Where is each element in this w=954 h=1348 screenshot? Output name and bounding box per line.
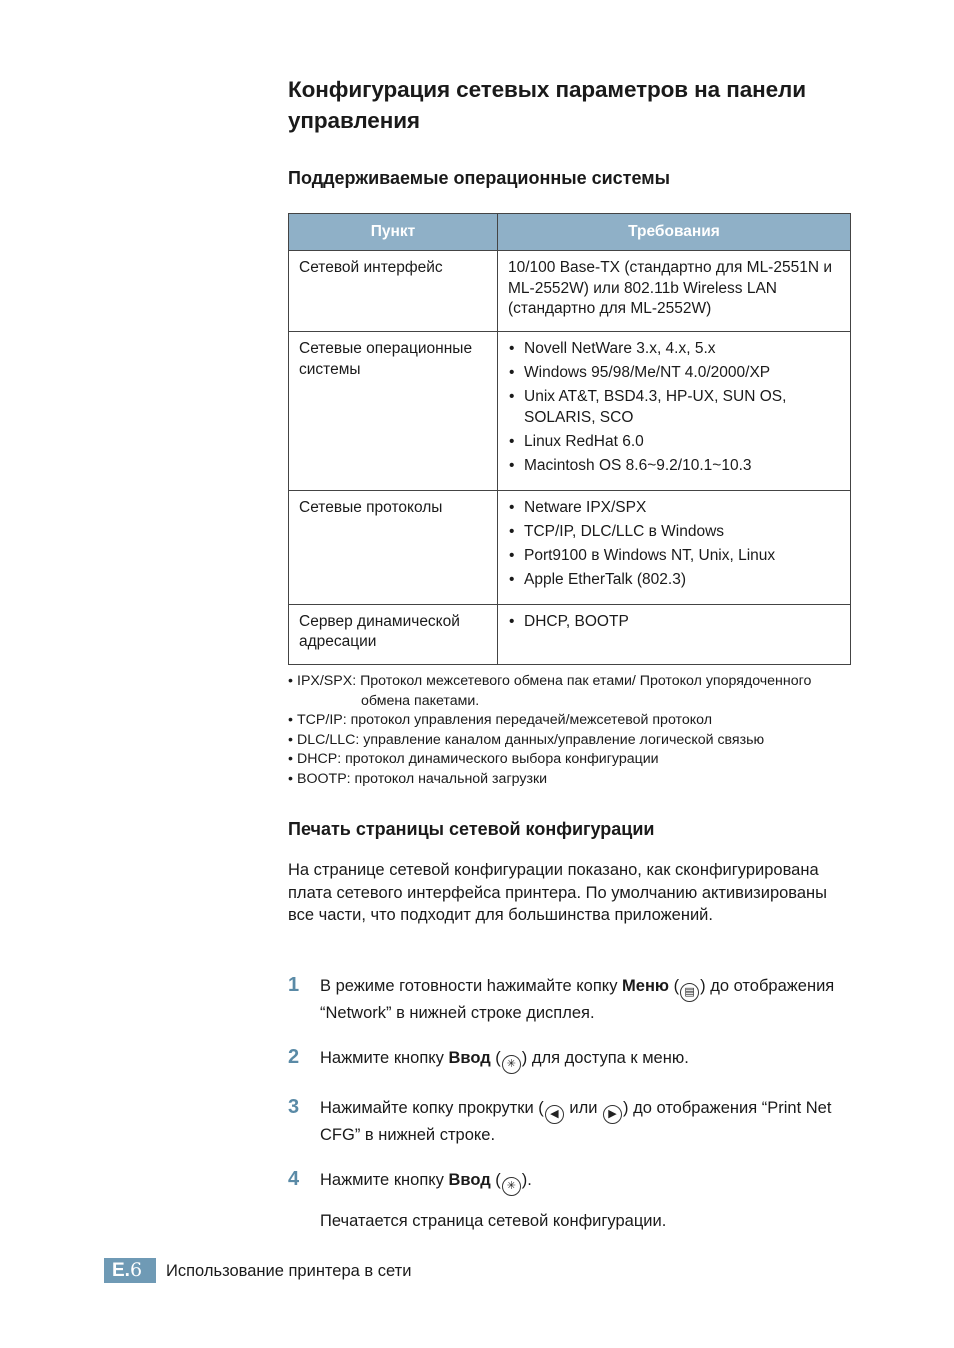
abbr-ipx-continued: обмена пакетами.: [361, 692, 480, 709]
table-cell-item: Сетевые операционные системы: [289, 332, 498, 491]
step-text-part: ) до отображения “Print Net CFG” в нижней строке.: [320, 1099, 832, 1144]
step-text-part: (: [490, 1049, 501, 1067]
step-text-part: или: [564, 1099, 603, 1117]
step-number: 3: [288, 1096, 300, 1118]
step-text-part: Нажмите кнопку: [320, 1049, 449, 1067]
table-row: [289, 604, 851, 664]
step-note: Печатается страница сетевой конфигурации.: [320, 1212, 667, 1230]
list-item: • DHCP: протокол динамического выбора конфигурации: [288, 750, 858, 770]
table-cell-requirement: [498, 332, 851, 491]
step-text: [320, 1047, 860, 1074]
step-text-part: В режиме готовности hажимайте копку: [320, 977, 623, 995]
requirements-table: [288, 213, 851, 665]
list-item: • Port9100 в Windows NT, Unix, Linux: [508, 546, 840, 567]
scroll-left-button-icon: ◀: [545, 1105, 564, 1124]
step-text-part: (: [669, 977, 680, 995]
step-text-part: Нажмите кнопку: [320, 1171, 449, 1189]
step-button-name: Меню: [622, 977, 670, 995]
step-text: [320, 1097, 860, 1146]
step-button-name: Ввод: [448, 1171, 491, 1189]
page-number: 6: [129, 1259, 143, 1281]
table-cell-item: Сетевой интерфейс: [289, 251, 498, 332]
section-heading-supported-os: Поддерживаемые операционные системы: [288, 168, 670, 188]
list-item: • Unix AT&T, BSD4.3, HP-UX, SUN OS, SOLARIS, SCO: [508, 387, 840, 428]
step-number: 2: [288, 1046, 300, 1068]
table-cell-requirement: 10/100 Base-TX (стандартно для ML-2551N и ML-2552W) или 802.11b Wireless LAN (стандартно для ML-2552W): [498, 251, 851, 332]
step-number: 4: [288, 1168, 300, 1190]
list-item: • TCP/IP, DLC/LLC в Windows: [508, 522, 840, 543]
table-cell-item: Сетевые протоколы: [289, 490, 498, 604]
step-text-part: (: [490, 1171, 501, 1189]
menu-button-icon: ▤: [680, 983, 699, 1002]
step-text-part: Нажимайте копку прокрутки (: [320, 1099, 544, 1117]
abbr-ipx: IPX/SPX: Протокол межсетевого обмена пак етами/ Протокол упорядоченного: [297, 673, 812, 689]
section-heading-print-config: Печать страницы сетевой конфигурации: [288, 819, 655, 839]
list-item: • TCP/IP: протокол управления передачей/межсетевой протокол: [288, 711, 858, 731]
step-text-part: ) для доступа к меню.: [521, 1049, 689, 1067]
list-item: • Netware IPX/SPX: [508, 498, 840, 519]
list-item: [288, 672, 858, 711]
page-number-tag: [104, 1258, 156, 1283]
list-item: • BOOTP: протокол начальной загрузки: [288, 770, 858, 790]
table-row: [289, 251, 851, 332]
column-header-requirements: Требования: [498, 214, 851, 251]
table-row: [289, 490, 851, 604]
step-text-part: ) до отображения “Network” в нижней строке дисплея.: [320, 977, 835, 1022]
list-item: • Apple EtherTalk (802.3): [508, 570, 840, 591]
footer-chapter-title: Использование принтера в сети: [166, 1262, 412, 1280]
table-cell-requirement: [498, 490, 851, 604]
list-item: • DLC/LLC: управление каналом данных/управление логической связью: [288, 731, 858, 751]
step-button-name: Ввод: [448, 1049, 491, 1067]
enter-button-icon: ✳: [502, 1055, 521, 1074]
step-number: 1: [288, 974, 300, 996]
table-header-row: [289, 214, 851, 251]
list-item: • Windows 95/98/Me/NT 4.0/2000/XP: [508, 363, 840, 384]
abbreviation-list: [288, 672, 858, 789]
table-cell-item: Сервер динамической адресации: [289, 604, 498, 664]
list-item: • DHCP, BOOTP: [508, 612, 840, 633]
page-title: Конфигурация сетевых параметров на панели управления: [288, 77, 806, 133]
enter-button-icon: ✳: [502, 1177, 521, 1196]
list-item: • Novell NetWare 3.x, 4.x, 5.x: [508, 339, 840, 360]
step-text: [320, 1169, 860, 1196]
scroll-right-button-icon: ▶: [603, 1105, 622, 1124]
list-item: • Macintosh OS 8.6~9.2/10.1~10.3: [508, 456, 840, 477]
list-item: • Linux RedHat 6.0: [508, 432, 840, 453]
intro-paragraph: На странице сетевой конфигурации показано, как сконфигурирована плата сетевого интерфейса принтера. По умолчанию активизированы все части, что подходит для большинства приложений.: [288, 861, 828, 924]
table-cell-requirement: [498, 604, 851, 664]
column-header-item: Пункт: [289, 214, 498, 251]
step-text-part: ).: [521, 1171, 532, 1189]
table-row: [289, 332, 851, 491]
step-text: [320, 975, 860, 1024]
chapter-letter: E.: [112, 1260, 130, 1281]
